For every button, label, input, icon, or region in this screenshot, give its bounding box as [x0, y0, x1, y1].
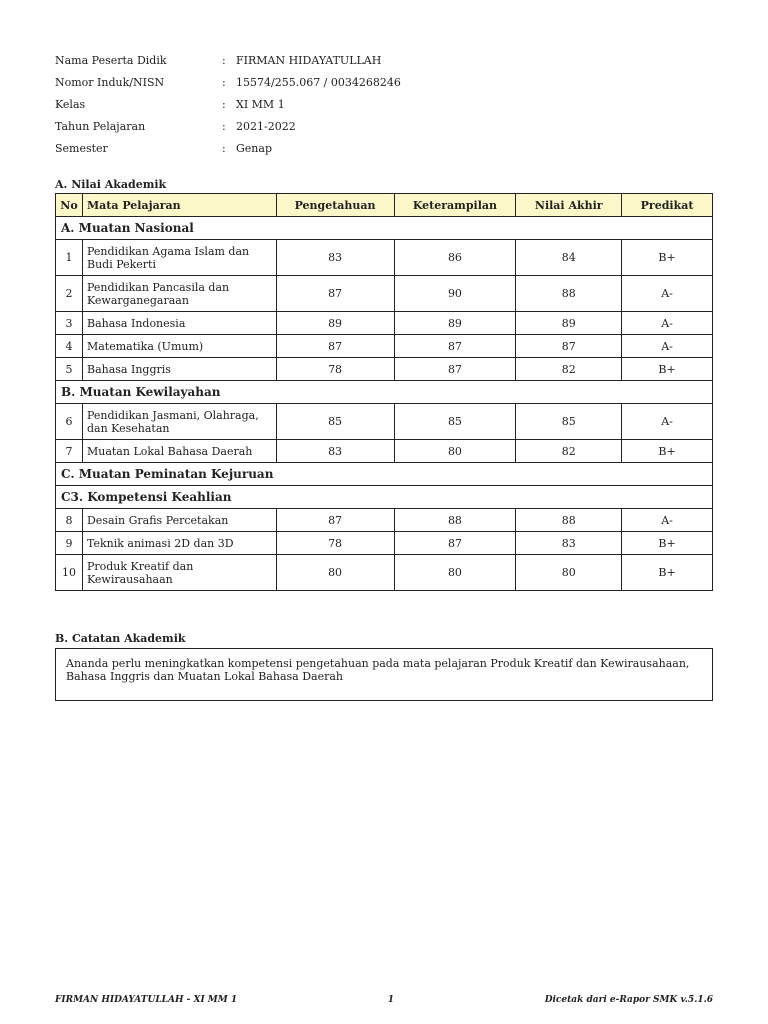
row-final: 88 [516, 276, 622, 312]
row-final: 89 [516, 312, 622, 335]
info-row-name [55, 54, 715, 76]
footer-page-number: 1 [387, 995, 395, 1005]
row-knowledge: 78 [276, 358, 394, 381]
row-final: 83 [516, 532, 622, 555]
row-skills: 87 [394, 358, 516, 381]
row-no: 3 [56, 312, 83, 335]
info-colon: : [222, 54, 226, 67]
table-row [56, 440, 713, 463]
row-no: 5 [56, 358, 83, 381]
group-row-national [56, 217, 713, 240]
row-final: 82 [516, 358, 622, 381]
row-subject: Bahasa Indonesia [82, 312, 276, 335]
info-value: 2021-2022 [236, 120, 296, 133]
info-colon: : [222, 98, 226, 111]
row-predicate: A- [622, 509, 713, 532]
row-final: 84 [516, 240, 622, 276]
table-row [56, 532, 713, 555]
info-colon: : [222, 76, 226, 89]
row-final: 85 [516, 404, 622, 440]
info-row-nisn [55, 76, 715, 98]
info-value: XI MM 1 [236, 98, 285, 111]
row-subject: Pendidikan Pancasila dan Kewarganegaraan [82, 276, 276, 312]
info-label: Nomor Induk/NISN [55, 76, 165, 89]
info-colon: : [222, 120, 226, 133]
row-predicate: B+ [622, 358, 713, 381]
info-value: 15574/255.067 / 0034268246 [236, 76, 401, 89]
row-predicate: A- [622, 404, 713, 440]
row-predicate: B+ [622, 555, 713, 591]
header-skills: Keterampilan [394, 194, 516, 217]
row-predicate: B+ [622, 532, 713, 555]
table-row [56, 276, 713, 312]
row-no: 6 [56, 404, 83, 440]
row-no: 1 [56, 240, 83, 276]
group-label: C. Muatan Peminatan Kejuruan [56, 463, 713, 486]
table-row [56, 335, 713, 358]
row-skills: 80 [394, 440, 516, 463]
info-label: Nama Peserta Didik [55, 54, 167, 67]
info-row-semester [55, 142, 715, 164]
page-footer [55, 995, 713, 1005]
row-knowledge: 78 [276, 532, 394, 555]
table-row [56, 358, 713, 381]
info-row-year [55, 120, 715, 142]
row-knowledge: 80 [276, 555, 394, 591]
footer-student: FIRMAN HIDAYATULLAH - XI MM 1 [55, 995, 238, 1005]
section-a-title: A. Nilai Akademik [55, 178, 167, 191]
grades-table [55, 193, 713, 591]
footer-printed-by: Dicetak dari e-Rapor SMK v.5.1.6 [544, 995, 713, 1005]
row-final: 80 [516, 555, 622, 591]
row-final: 87 [516, 335, 622, 358]
table-row [56, 404, 713, 440]
table-row [56, 509, 713, 532]
row-predicate: A- [622, 276, 713, 312]
row-subject: Pendidikan Jasmani, Olahraga, dan Kesehatan [82, 404, 276, 440]
row-predicate: A- [622, 312, 713, 335]
info-label: Kelas [55, 98, 86, 111]
table-row [56, 312, 713, 335]
group-row-expertise [56, 486, 713, 509]
info-value: Genap [236, 142, 272, 155]
group-label: C3. Kompetensi Keahlian [56, 486, 713, 509]
row-no: 9 [56, 532, 83, 555]
group-row-regional [56, 381, 713, 404]
group-label: B. Muatan Kewilayahan [56, 381, 713, 404]
row-predicate: A- [622, 335, 713, 358]
row-predicate: B+ [622, 440, 713, 463]
row-knowledge: 85 [276, 404, 394, 440]
section-b-title: B. Catatan Akademik [55, 632, 186, 645]
header-final: Nilai Akhir [516, 194, 622, 217]
academic-note: Ananda perlu meningkatkan kompetensi pengetahuan pada mata pelajaran Produk Kreatif dan Kewirausahaan, Bahasa Inggris dan Muatan Lokal Bahasa Daerah [55, 648, 713, 701]
row-skills: 85 [394, 404, 516, 440]
row-subject: Matematika (Umum) [82, 335, 276, 358]
row-skills: 87 [394, 532, 516, 555]
group-label: A. Muatan Nasional [56, 217, 713, 240]
row-subject: Pendidikan Agama Islam dan Budi Pekerti [82, 240, 276, 276]
table-row [56, 555, 713, 591]
row-final: 82 [516, 440, 622, 463]
row-knowledge: 87 [276, 335, 394, 358]
row-knowledge: 87 [276, 509, 394, 532]
row-knowledge: 87 [276, 276, 394, 312]
group-row-vocational [56, 463, 713, 486]
info-label: Tahun Pelajaran [55, 120, 146, 133]
header-subject: Mata Pelajaran [82, 194, 276, 217]
row-knowledge: 83 [276, 440, 394, 463]
row-subject: Desain Grafis Percetakan [82, 509, 276, 532]
row-no: 4 [56, 335, 83, 358]
row-no: 8 [56, 509, 83, 532]
row-no: 10 [56, 555, 83, 591]
info-value: FIRMAN HIDAYATULLAH [236, 54, 382, 67]
row-no: 7 [56, 440, 83, 463]
table-header-row [56, 194, 713, 217]
row-knowledge: 83 [276, 240, 394, 276]
row-subject: Produk Kreatif dan Kewirausahaan [82, 555, 276, 591]
header-predicate: Predikat [622, 194, 713, 217]
row-no: 2 [56, 276, 83, 312]
table-row [56, 240, 713, 276]
header-knowledge: Pengetahuan [276, 194, 394, 217]
header-no: No [56, 194, 83, 217]
row-skills: 90 [394, 276, 516, 312]
row-final: 88 [516, 509, 622, 532]
row-skills: 80 [394, 555, 516, 591]
row-skills: 86 [394, 240, 516, 276]
row-skills: 87 [394, 335, 516, 358]
row-subject: Muatan Lokal Bahasa Daerah [82, 440, 276, 463]
row-knowledge: 89 [276, 312, 394, 335]
row-predicate: B+ [622, 240, 713, 276]
info-row-class [55, 98, 715, 120]
row-subject: Teknik animasi 2D dan 3D [82, 532, 276, 555]
student-info [55, 54, 715, 164]
info-colon: : [222, 142, 226, 155]
row-skills: 89 [394, 312, 516, 335]
row-subject: Bahasa Inggris [82, 358, 276, 381]
info-label: Semester [55, 142, 108, 155]
row-skills: 88 [394, 509, 516, 532]
